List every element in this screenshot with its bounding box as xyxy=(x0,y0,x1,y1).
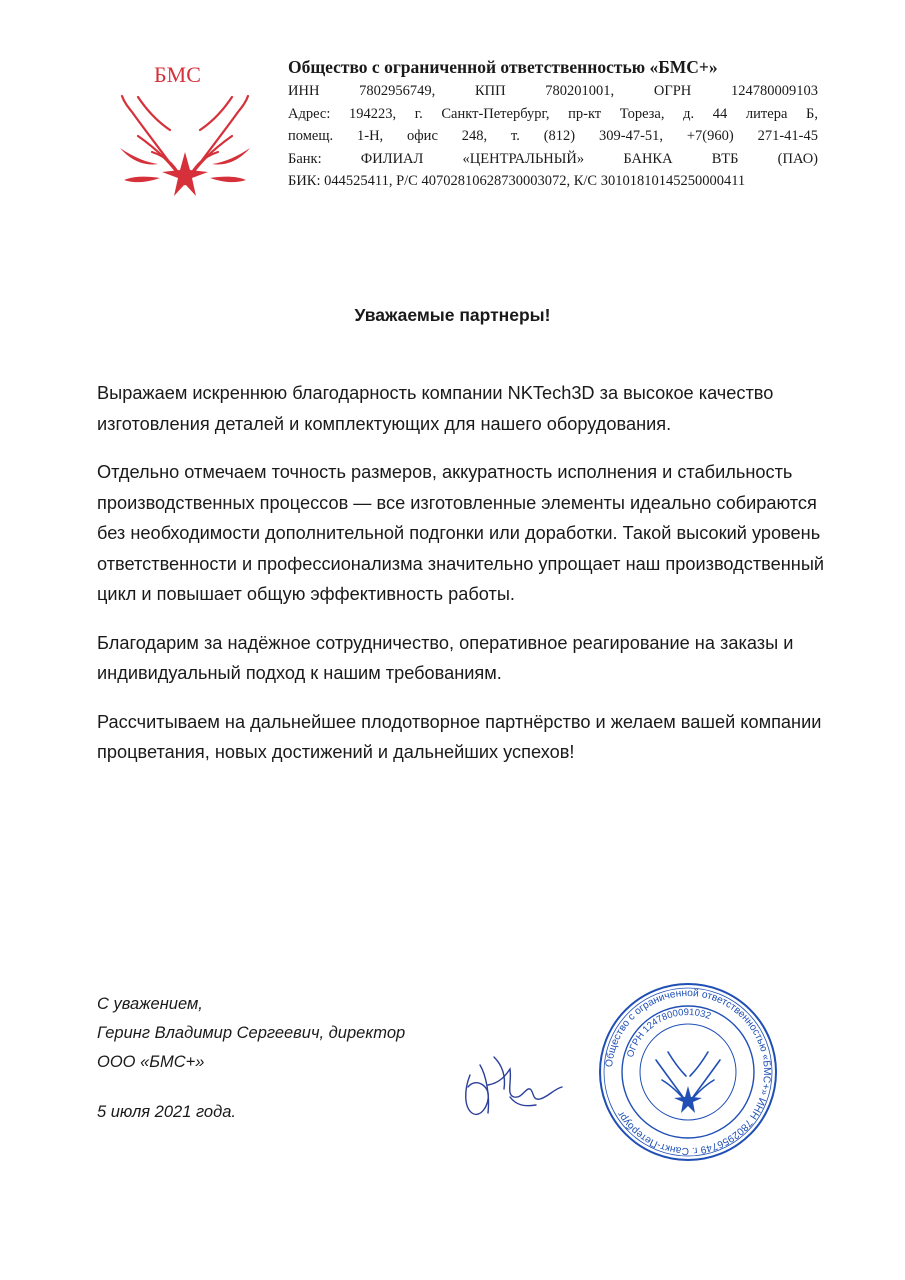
letter-body xyxy=(97,378,837,786)
body-paragraph-2: Отдельно отмечаем точность размеров, аккуратность исполнения и стабильность производственных процессов — все изготовленные элементы идеально собираются без необходимости дополнительной подгонки или доработки. Такой высокий уровень ответственности и профессионализма значительно упрощает наш производственный цикл и повышает общую эффективность работы. xyxy=(97,462,825,604)
letterhead xyxy=(288,56,818,192)
logo-text: БМС xyxy=(154,62,201,87)
company-bank-line: Банк: ФИЛИАЛ «ЦЕНТРАЛЬНЫЙ» БАНКА ВТБ (ПАО) xyxy=(288,150,818,167)
company-registration-line: ИНН 7802956749, КПП 780201001, ОГРН 124780009103 xyxy=(288,83,818,100)
company-stamp xyxy=(598,982,778,1162)
company-name: Общество с ограниченной ответственностью «БМС+» xyxy=(288,57,718,77)
company-bank-details-line: БИК: 044525411, Р/С 40702810628730003072, К/С 30101810145250000411 xyxy=(288,173,746,190)
body-paragraph-3: Благодарим за надёжное сотрудничество, оперативное реагирование на заказы и индивидуальный подход к нашим требованиям. xyxy=(97,632,794,683)
letter-closing xyxy=(97,990,497,1077)
closing-regards: С уважением, xyxy=(97,995,203,1013)
letter-date: 5 июля 2021 года. xyxy=(97,1103,236,1121)
company-address-line: Адрес: 194223, г. Санкт-Петербург, пр-кт Тореза, д. 44 литера Б, xyxy=(288,105,818,122)
letter-greeting: Уважаемые партнеры! xyxy=(354,305,551,325)
body-paragraph-1: Выражаем искреннюю благодарность компании NKTech3D за высокое качество изготовления деталей и комплектующих для нашего оборудования. xyxy=(97,383,774,434)
company-logo xyxy=(110,52,260,202)
handwritten-signature xyxy=(450,1035,580,1125)
stamp-outer-text: Общество с ограниченной ответственностью «БМС+» ИНН 7802956749 г. Санкт-Петербург xyxy=(604,987,773,1157)
signer-company: ООО «БМС+» xyxy=(97,1053,205,1071)
stamp-inner-text: ОГРН 1247800091032 xyxy=(625,1006,713,1059)
body-paragraph-4: Рассчитываем на дальнейшее плодотворное партнёрство и желаем вашей компании процветания, новых достижений и дальнейших успехов! xyxy=(97,711,822,762)
signer-name: Геринг Владимир Сергеевич, директор xyxy=(97,1024,406,1042)
company-contacts-line: помещ. 1-Н, офис 248, т. (812) 309-47-51, +7(960) 271-41-45 xyxy=(288,128,818,145)
